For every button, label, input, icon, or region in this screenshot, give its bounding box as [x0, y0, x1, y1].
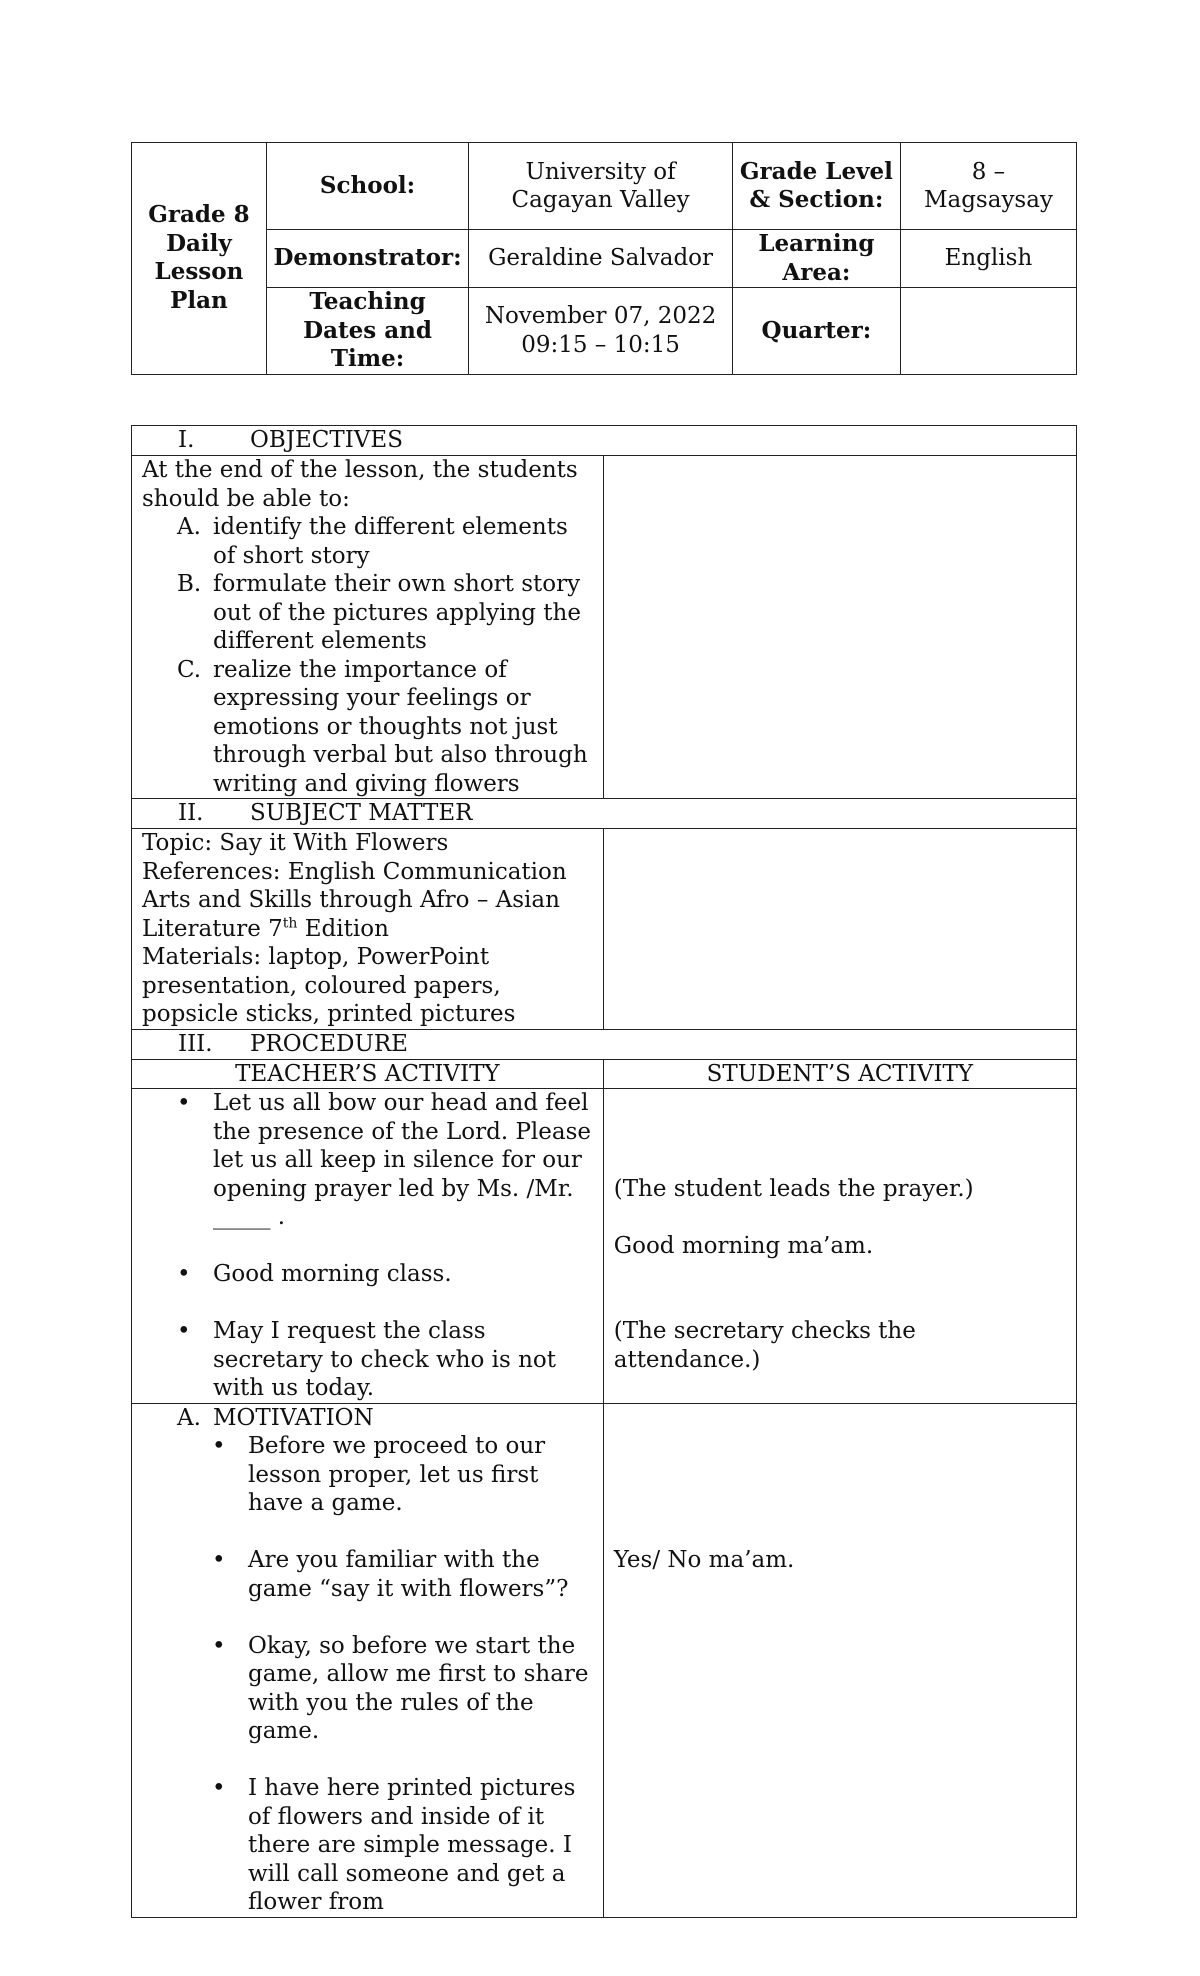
objectives-right-cell: [603, 456, 1076, 799]
learning-area-label: Learning Area:: [732, 230, 900, 288]
list-item: • Let us all bow our head and feel the presence of the Lord. Please let us all keep in silence for our opening prayer led by Ms. /Mr. _____ .: [177, 1090, 592, 1230]
procedure-heading: [132, 1029, 1077, 1059]
school-value: University of Cagayan Valley: [469, 143, 733, 230]
bullet-icon: •: [212, 1632, 226, 1659]
demonstrator-label: Demonstrator:: [266, 230, 468, 288]
teacher-activity-header: TEACHER’S ACTIVITY: [132, 1059, 604, 1089]
references-text: References: English Communication Arts and Skills through Afro – Asian Literature 7th Edition: [142, 858, 567, 942]
subject-matter-title: SUBJECT MATTER: [250, 800, 473, 826]
motivation-cell: [132, 1403, 604, 1917]
response-text: (The student leads the prayer.): [613, 1175, 974, 1202]
school-label: School:: [266, 143, 468, 230]
bullet-icon: •: [177, 1318, 191, 1344]
teaching-label: Teaching Dates and Time:: [266, 288, 468, 375]
materials-text: Materials: laptop, PowerPoint presentation, coloured papers, popsicle sticks, printed pictures: [142, 944, 516, 1027]
list-item: • Before we proceed to our lesson proper, let us first have a game.: [212, 1433, 546, 1516]
list-item: • Okay, so before we start the game, allow me first to share with you the rules of the game.: [212, 1632, 589, 1744]
bullet-icon: •: [177, 1090, 191, 1116]
preliminaries-cell: [132, 1089, 604, 1404]
subject-matter-cell: [132, 829, 604, 1030]
quarter-value: [900, 288, 1076, 375]
quarter-label: Quarter:: [732, 288, 900, 375]
subject-matter-num: II.: [178, 800, 204, 826]
bullet-icon: •: [212, 1547, 226, 1573]
subject-matter-heading: [132, 799, 1077, 829]
bullet-icon: •: [212, 1775, 226, 1801]
header-table: [131, 142, 1077, 375]
lesson-table: [131, 425, 1077, 1918]
grade-label: Grade Level & Section:: [732, 143, 900, 230]
bullet-icon: •: [177, 1261, 191, 1287]
teaching-date: November 07, 2022: [484, 303, 717, 330]
list-item: • May I request the class secretary to check who is not with us today.: [177, 1318, 557, 1401]
teaching-time: 09:15 – 10:15: [521, 331, 680, 358]
objective-item: B. formulate their own short story out of the pictures applying the different elements: [177, 571, 581, 654]
objectives-num: I.: [178, 427, 195, 453]
teaching-datetime: [469, 288, 733, 375]
objectives-intro: At the end of the lesson, the students should be able to:: [142, 457, 578, 512]
motivation-response-cell: [603, 1403, 1076, 1917]
list-item: • Good morning class.: [177, 1261, 452, 1287]
response-text: Yes/ No ma’am.: [613, 1547, 795, 1573]
objectives-list: [142, 513, 593, 798]
demonstrator-value: Geraldine Salvador: [469, 230, 733, 288]
objective-item: C. realize the importance of expressing your feelings or emotions or thoughts not just through verbal but also through writing and giving flowers: [177, 656, 588, 797]
learning-area-value: English: [900, 230, 1076, 288]
procedure-num: III.: [178, 1030, 213, 1057]
topic-text: Topic: Say it With Flowers: [142, 830, 449, 856]
objectives-title: OBJECTIVES: [250, 427, 403, 453]
bullet-icon: •: [212, 1433, 226, 1459]
student-activity-header: STUDENT’S ACTIVITY: [603, 1059, 1076, 1089]
response-text: Good morning ma’am.: [613, 1232, 874, 1259]
list-item: • Are you familiar with the game “say it with flowers”?: [212, 1547, 569, 1602]
response-text: (The secretary checks the attendance.): [613, 1318, 916, 1373]
subject-matter-right-cell: [603, 829, 1076, 1030]
plan-title: Grade 8 Daily Lesson Plan: [132, 143, 267, 375]
grade-value: 8 – Magsaysay: [900, 143, 1076, 230]
preliminaries-response-cell: [603, 1089, 1076, 1404]
list-item: • I have here printed pictures of flowers and inside of it there are simple message. I will call someone and get a flower from: [212, 1775, 576, 1915]
motivation-heading: A. MOTIVATION: [177, 1404, 374, 1431]
objective-item: A. identify the different elements of short story: [177, 514, 568, 569]
objectives-cell: [132, 456, 604, 799]
objectives-heading: [132, 426, 1077, 456]
procedure-title: PROCEDURE: [250, 1030, 408, 1057]
